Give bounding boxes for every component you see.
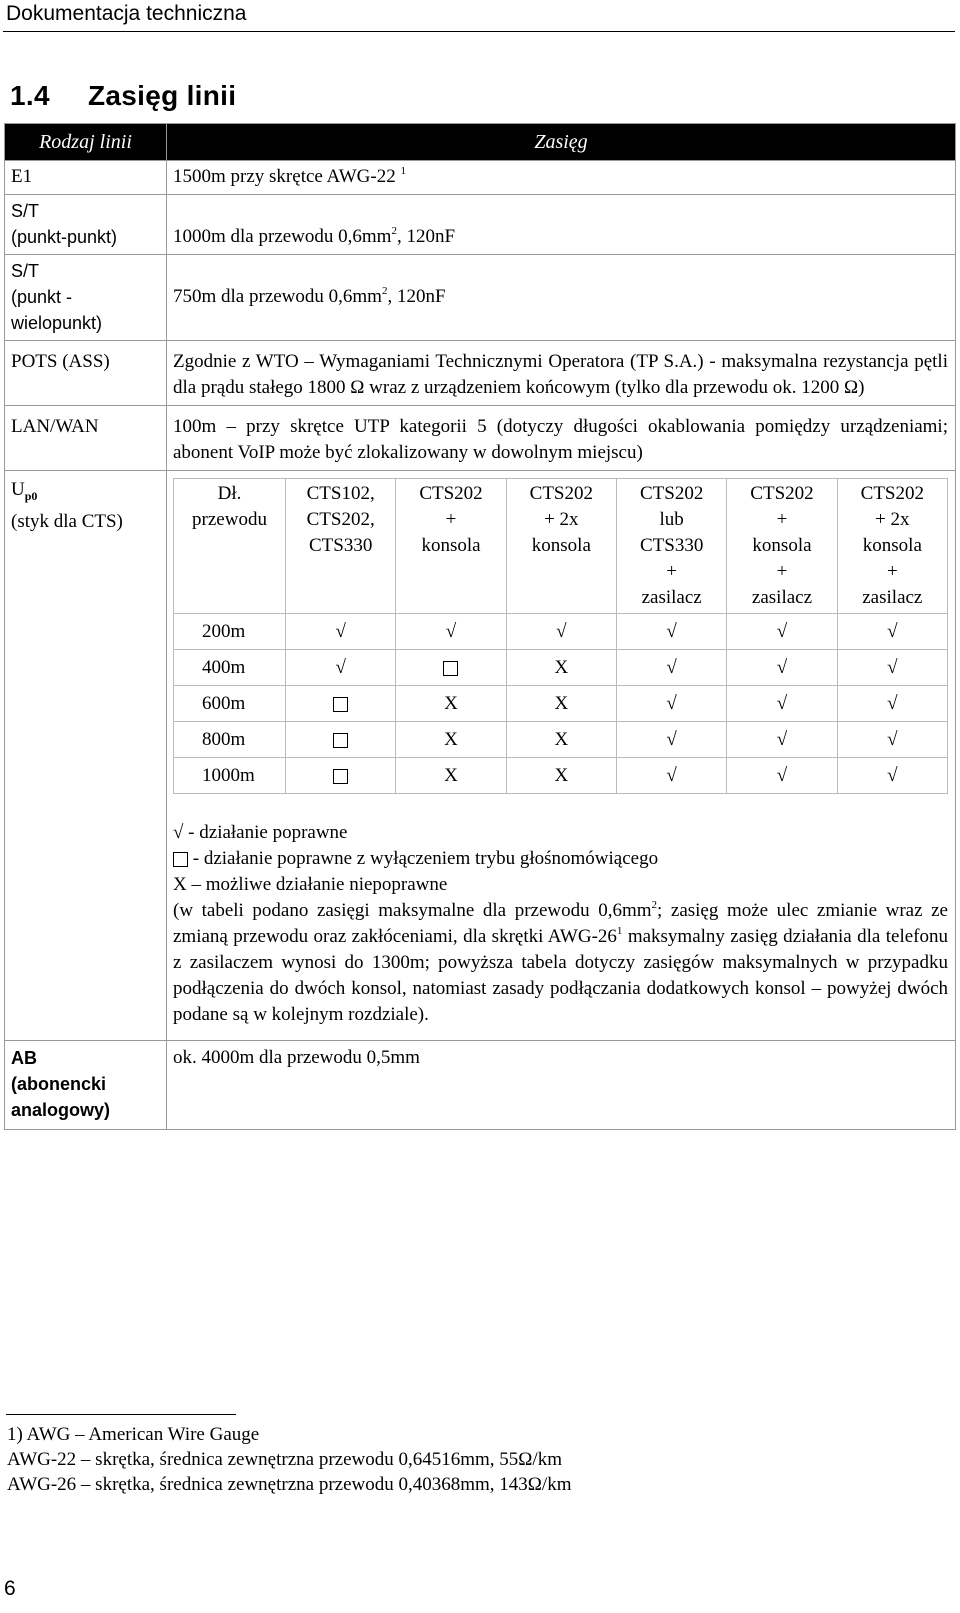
row-label-st-pw: S/T (punkt - wielopunkt) <box>5 255 167 341</box>
row-range-st-pp: 1000m dla przewodu $0,6mm^2$, 120nF <box>167 195 956 255</box>
row-label-lan: LAN/WAN <box>5 406 167 471</box>
row-range-ab: ok. 4000m dla przewodu 0,5mm <box>167 1041 956 1130</box>
compatibility-table <box>173 478 948 794</box>
row-label-pots: POTS (ASS) <box>5 341 167 406</box>
table-row <box>5 406 956 471</box>
check-icon-cell: √ <box>837 758 947 794</box>
x-mark-cell: X <box>506 758 616 794</box>
col-header-range: Zasięg <box>167 124 956 161</box>
legend-note: (w tabeli podano zasięgi maksymalne dla przewodu $0,6mm^2$; zasięg może ulec zmianie wraz ze zmianą przewodu oraz zakłóceniami, dla skrętki AWG-$26^1$ maksymalny zasięg działania dla telefonu z zasilaczem wynosi do 1300m; powyższa tabela dotyczy zasięgów maksymalnych w przypadku podłączenia do dwóch konsol, natomiast zasady podłączania dodatkowych konsol – powyżej dwóch podane są w kolejnym rozdziale). <box>173 899 948 1025</box>
inner-header-konsola-zasilacz: CTS202 + konsola + zasilacz <box>727 479 837 614</box>
check-icon-cell: √ <box>616 614 726 650</box>
legend-x: X – możliwe działanie niepoprawne <box>173 874 448 895</box>
row-range-st-pw: 750m dla przewodu $0,6mm^2$, 120nF <box>167 255 956 341</box>
box-icon-cell <box>286 686 396 722</box>
inner-header-length: Dł. przewodu <box>174 479 286 614</box>
row-label-e1: E1 <box>5 161 167 195</box>
check-icon-cell: √ <box>727 758 837 794</box>
header-title: Dokumentacja techniczna <box>6 2 247 25</box>
inner-header-2x-konsola-zasilacz: CTS202 + 2x konsola + zasilacz <box>837 479 947 614</box>
row-range-up0 <box>167 471 956 1041</box>
table-row: 600m X X √ √ √ <box>174 686 948 722</box>
table-row: 200m √ √ √ √ √ √ <box>174 614 948 650</box>
table-row: 400m √ X √ √ √ <box>174 650 948 686</box>
x-mark-cell: X <box>506 686 616 722</box>
check-icon-cell: √ <box>837 722 947 758</box>
inner-header-cts202-2x-konsola: CTS202 + 2x konsola <box>506 479 616 614</box>
check-icon-cell: √ <box>837 614 947 650</box>
table-row <box>5 341 956 406</box>
footnote-awg26: AWG-26 – skrętka, średnica zewnętrzna przewodu 0,40368mm, 143Ω/km <box>7 1474 572 1495</box>
box-icon-cell <box>286 722 396 758</box>
table-row <box>5 195 956 255</box>
row-label-st-pp: S/T (punkt-punkt) <box>5 195 167 255</box>
legend-check: √ - działanie poprawne <box>173 822 348 843</box>
check-icon-cell: √ <box>837 686 947 722</box>
footnote-divider <box>6 1414 236 1415</box>
box-icon <box>173 852 188 867</box>
page-header <box>3 0 955 32</box>
x-mark-cell: X <box>506 722 616 758</box>
col-header-line-type: Rodzaj linii <box>5 124 167 161</box>
check-icon-cell: √ <box>396 614 506 650</box>
inner-header-row <box>174 479 948 614</box>
x-mark-cell: X <box>506 650 616 686</box>
inner-header-cts102: CTS102, CTS202, CTS330 <box>286 479 396 614</box>
page-number: 6 <box>4 1577 16 1600</box>
section-title <box>10 80 236 112</box>
table-row: 1000m X X √ √ √ <box>174 758 948 794</box>
table-header-row <box>5 124 956 161</box>
footnotes <box>7 1422 572 1497</box>
table-row <box>5 1041 956 1130</box>
x-mark-cell: X <box>396 758 506 794</box>
row-label-ab: AB (abonencki analogowy) <box>5 1041 167 1130</box>
check-icon-cell: √ <box>616 686 726 722</box>
check-icon-cell: √ <box>286 614 396 650</box>
check-icon-cell: √ <box>616 650 726 686</box>
footnote-awg22: AWG-22 – skrętka, średnica zewnętrzna przewodu 0,64516mm, 55Ω/km <box>7 1449 562 1470</box>
table-row <box>5 255 956 341</box>
footnote-1: 1) AWG – American Wire Gauge <box>7 1424 260 1445</box>
legend-box: - działanie poprawne z wyłączeniem trybu głośnomówiącego <box>173 846 948 872</box>
check-icon-cell: √ <box>616 722 726 758</box>
row-label-up0: $U_{p0}$ (styk dla CTS) <box>5 471 167 1041</box>
table-row <box>5 161 956 195</box>
box-icon-cell <box>396 650 506 686</box>
check-icon-cell: √ <box>506 614 616 650</box>
row-range-lan: 100m – przy skrętce UTP kategorii 5 (dotyczy długości okablowania pomiędzy urządzeniami; abonent VoIP może być zlokalizowany w dowolnym miejscu) <box>167 406 956 471</box>
box-icon <box>333 733 348 748</box>
row-range-e1: 1500m przy skrętce AWG-22 $^1$ <box>167 161 956 195</box>
table-row: 800m X X √ √ √ <box>174 722 948 758</box>
check-icon-cell: √ <box>616 758 726 794</box>
check-icon-cell: √ <box>837 650 947 686</box>
section-number: 1.4 <box>10 80 50 111</box>
table-row <box>5 471 956 1041</box>
box-icon <box>333 769 348 784</box>
x-mark-cell: X <box>396 686 506 722</box>
x-mark-cell: X <box>396 722 506 758</box>
inner-header-cts202-konsola: CTS202 + konsola <box>396 479 506 614</box>
check-icon-cell: √ <box>286 650 396 686</box>
check-icon-cell: √ <box>727 686 837 722</box>
check-icon-cell: √ <box>727 614 837 650</box>
check-icon-cell: √ <box>727 722 837 758</box>
box-icon <box>333 697 348 712</box>
box-icon <box>443 661 458 676</box>
inner-header-cts330-zasilacz: CTS202 lub CTS330 + zasilacz <box>616 479 726 614</box>
legend <box>173 820 948 1028</box>
section-heading: Zasięg linii <box>88 80 237 111</box>
check-icon-cell: √ <box>727 650 837 686</box>
range-table <box>4 123 956 1130</box>
box-icon-cell <box>286 758 396 794</box>
row-range-pots: Zgodnie z WTO – Wymaganiami Technicznymi Operatora (TP S.A.) - maksymalna rezystancja pętli dla prądu stałego 1800 Ω wraz z urządzeniem końcowym (tylko dla przewodu ok. 1200 Ω) <box>167 341 956 406</box>
